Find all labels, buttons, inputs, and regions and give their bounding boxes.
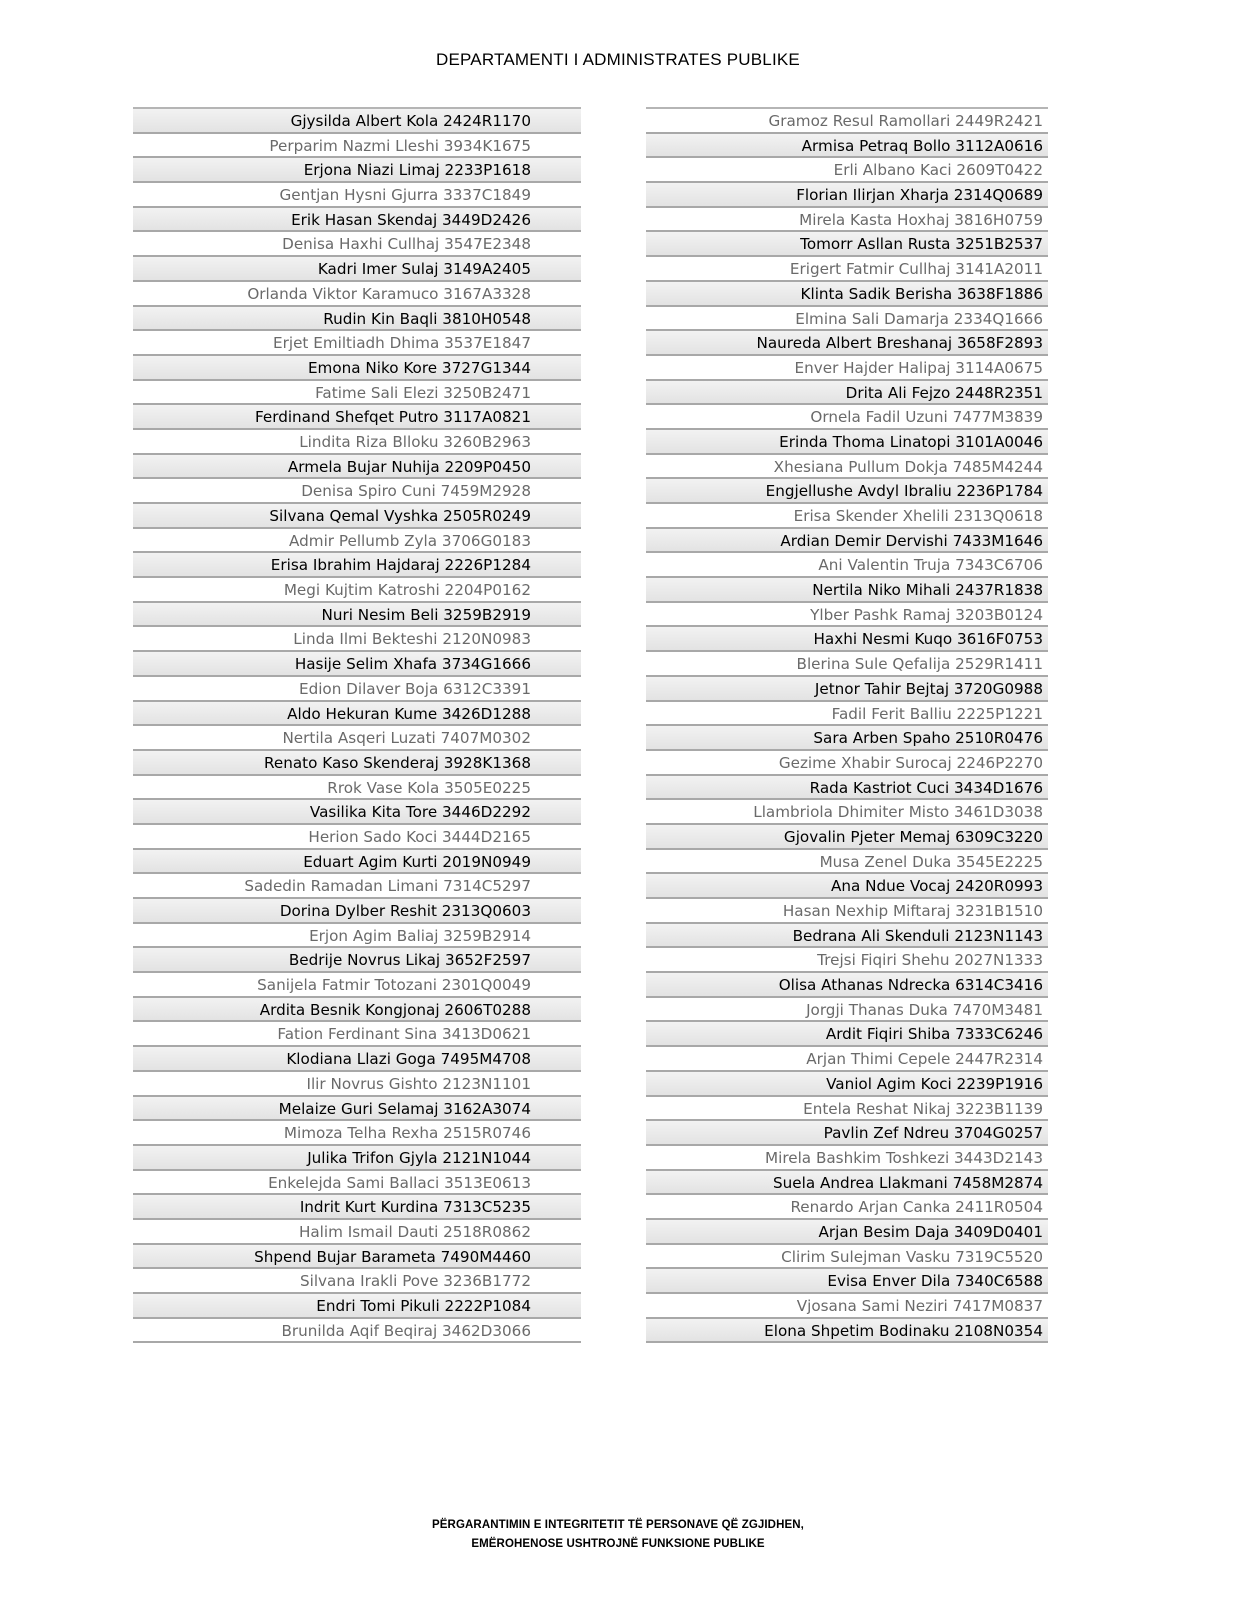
list-item: Halim Ismail Dauti 2518R0862 bbox=[133, 1220, 581, 1245]
list-item: Erigert Fatmir Cullhaj 3141A2011 bbox=[646, 257, 1048, 282]
list-item: Sadedin Ramadan Limani 7314C5297 bbox=[133, 874, 581, 899]
list-item: Edion Dilaver Boja 6312C3391 bbox=[133, 677, 581, 702]
list-item: Orlanda Viktor Karamuco 3167A3328 bbox=[133, 282, 581, 307]
list-item: Denisa Spiro Cuni 7459M2928 bbox=[133, 479, 581, 504]
list-item: Gramoz Resul Ramollari 2449R2421 bbox=[646, 109, 1048, 134]
page-footer bbox=[0, 1516, 1236, 1554]
list-item: Florian Ilirjan Xharja 2314Q0689 bbox=[646, 183, 1048, 208]
list-item: Rudin Kin Baqli 3810H0548 bbox=[133, 307, 581, 332]
list-item: Fadil Ferit Balliu 2225P1221 bbox=[646, 702, 1048, 727]
list-item: Musa Zenel Duka 3545E2225 bbox=[646, 850, 1048, 875]
list-item: Jorgji Thanas Duka 7470M3481 bbox=[646, 998, 1048, 1023]
list-item: Armela Bujar Nuhija 2209P0450 bbox=[133, 455, 581, 480]
list-item: Perparim Nazmi Lleshi 3934K1675 bbox=[133, 134, 581, 159]
list-item: Gentjan Hysni Gjurra 3337C1849 bbox=[133, 183, 581, 208]
list-item: Indrit Kurt Kurdina 7313C5235 bbox=[133, 1195, 581, 1220]
list-item: Linda Ilmi Bekteshi 2120N0983 bbox=[133, 627, 581, 652]
list-item: Erjona Niazi Limaj 2233P1618 bbox=[133, 158, 581, 183]
list-item: Erinda Thoma Linatopi 3101A0046 bbox=[646, 430, 1048, 455]
list-item: Fation Ferdinant Sina 3413D0621 bbox=[133, 1022, 581, 1047]
list-item: Ardian Demir Dervishi 7433M1646 bbox=[646, 529, 1048, 554]
list-item: Ani Valentin Truja 7343C6706 bbox=[646, 553, 1048, 578]
list-item: Arjan Besim Daja 3409D0401 bbox=[646, 1220, 1048, 1245]
list-item: Enkelejda Sami Ballaci 3513E0613 bbox=[133, 1171, 581, 1196]
list-item: Denisa Haxhi Cullhaj 3547E2348 bbox=[133, 232, 581, 257]
list-item: Erik Hasan Skendaj 3449D2426 bbox=[133, 208, 581, 233]
list-item: Xhesiana Pullum Dokja 7485M4244 bbox=[646, 455, 1048, 480]
list-item: Shpend Bujar Barameta 7490M4460 bbox=[133, 1245, 581, 1270]
list-item: Hasan Nexhip Miftaraj 3231B1510 bbox=[646, 899, 1048, 924]
list-item: Brunilda Aqif Beqiraj 3462D3066 bbox=[133, 1319, 581, 1344]
list-item: Bedrije Novrus Likaj 3652F2597 bbox=[133, 948, 581, 973]
list-item: Entela Reshat Nikaj 3223B1139 bbox=[646, 1097, 1048, 1122]
list-item: Vjosana Sami Neziri 7417M0837 bbox=[646, 1294, 1048, 1319]
list-item: Mirela Kasta Hoxhaj 3816H0759 bbox=[646, 208, 1048, 233]
list-item: Sanijela Fatmir Totozani 2301Q0049 bbox=[133, 973, 581, 998]
list-item: Nertila Niko Mihali 2437R1838 bbox=[646, 578, 1048, 603]
footer-line-2: EMËROHENOSE USHTROJNË FUNKSIONE PUBLIKE bbox=[471, 1538, 765, 1550]
list-item: Bedrana Ali Skenduli 2123N1143 bbox=[646, 924, 1048, 949]
list-item: Pavlin Zef Ndreu 3704G0257 bbox=[646, 1121, 1048, 1146]
list-item: Vaniol Agim Koci 2239P1916 bbox=[646, 1072, 1048, 1097]
list-item: Haxhi Nesmi Kuqo 3616F0753 bbox=[646, 627, 1048, 652]
list-item: Sara Arben Spaho 2510R0476 bbox=[646, 726, 1048, 751]
list-item: Fatime Sali Elezi 3250B2471 bbox=[133, 381, 581, 406]
list-item: Mirela Bashkim Toshkezi 3443D2143 bbox=[646, 1146, 1048, 1171]
list-item: Evisa Enver Dila 7340C6588 bbox=[646, 1269, 1048, 1294]
list-item: Renardo Arjan Canka 2411R0504 bbox=[646, 1195, 1048, 1220]
list-item: Klodiana Llazi Goga 7495M4708 bbox=[133, 1047, 581, 1072]
list-item: Llambriola Dhimiter Misto 3461D3038 bbox=[646, 800, 1048, 825]
footer-line-1: PËRGARANTIMIN E INTEGRITETIT TË PERSONAVE QË ZGJIDHEN, bbox=[432, 1519, 804, 1531]
list-item: Admir Pellumb Zyla 3706G0183 bbox=[133, 529, 581, 554]
list-item: Endri Tomi Pikuli 2222P1084 bbox=[133, 1294, 581, 1319]
list-item: Ardit Fiqiri Shiba 7333C6246 bbox=[646, 1022, 1048, 1047]
list-item: Julika Trifon Gjyla 2121N1044 bbox=[133, 1146, 581, 1171]
list-item: Ana Ndue Vocaj 2420R0993 bbox=[646, 874, 1048, 899]
list-item: Megi Kujtim Katroshi 2204P0162 bbox=[133, 578, 581, 603]
list-item: Silvana Qemal Vyshka 2505R0249 bbox=[133, 504, 581, 529]
list-item: Erisa Ibrahim Hajdaraj 2226P1284 bbox=[133, 553, 581, 578]
list-item: Ardita Besnik Kongjonaj 2606T0288 bbox=[133, 998, 581, 1023]
list-item: Ylber Pashk Ramaj 3203B0124 bbox=[646, 603, 1048, 628]
list-item: Erisa Skender Xhelili 2313Q0618 bbox=[646, 504, 1048, 529]
list-item: Nuri Nesim Beli 3259B2919 bbox=[133, 603, 581, 628]
list-item: Rrok Vase Kola 3505E0225 bbox=[133, 776, 581, 801]
list-item: Naureda Albert Breshanaj 3658F2893 bbox=[646, 331, 1048, 356]
list-item: Ilir Novrus Gishto 2123N1101 bbox=[133, 1072, 581, 1097]
list-item: Ferdinand Shefqet Putro 3117A0821 bbox=[133, 405, 581, 430]
list-item: Blerina Sule Qefalija 2529R1411 bbox=[646, 652, 1048, 677]
list-item: Enver Hajder Halipaj 3114A0675 bbox=[646, 356, 1048, 381]
list-item: Ornela Fadil Uzuni 7477M3839 bbox=[646, 405, 1048, 430]
page-title: DEPARTAMENTI I ADMINISTRATES PUBLIKE bbox=[436, 50, 800, 69]
list-item: Suela Andrea Llakmani 7458M2874 bbox=[646, 1171, 1048, 1196]
list-item: Erjet Emiltiadh Dhima 3537E1847 bbox=[133, 331, 581, 356]
list-item: Herion Sado Koci 3444D2165 bbox=[133, 825, 581, 850]
list-item: Mimoza Telha Rexha 2515R0746 bbox=[133, 1121, 581, 1146]
list-item: Erjon Agim Baliaj 3259B2914 bbox=[133, 924, 581, 949]
list-item: Aldo Hekuran Kume 3426D1288 bbox=[133, 702, 581, 727]
list-item: Armisa Petraq Bollo 3112A0616 bbox=[646, 134, 1048, 159]
list-item: Renato Kaso Skenderaj 3928K1368 bbox=[133, 751, 581, 776]
list-item: Drita Ali Fejzo 2448R2351 bbox=[646, 381, 1048, 406]
list-item: Engjellushe Avdyl Ibraliu 2236P1784 bbox=[646, 479, 1048, 504]
list-item: Clirim Sulejman Vasku 7319C5520 bbox=[646, 1245, 1048, 1270]
left-name-list bbox=[133, 107, 581, 1343]
list-item: Melaize Guri Selamaj 3162A3074 bbox=[133, 1097, 581, 1122]
list-item: Kadri Imer Sulaj 3149A2405 bbox=[133, 257, 581, 282]
list-item: Arjan Thimi Cepele 2447R2314 bbox=[646, 1047, 1048, 1072]
list-item: Vasilika Kita Tore 3446D2292 bbox=[133, 800, 581, 825]
list-item: Olisa Athanas Ndrecka 6314C3416 bbox=[646, 973, 1048, 998]
list-item: Nertila Asqeri Luzati 7407M0302 bbox=[133, 726, 581, 751]
list-item: Hasije Selim Xhafa 3734G1666 bbox=[133, 652, 581, 677]
list-item: Lindita Riza Blloku 3260B2963 bbox=[133, 430, 581, 455]
list-item: Silvana Irakli Pove 3236B1772 bbox=[133, 1269, 581, 1294]
list-item: Dorina Dylber Reshit 2313Q0603 bbox=[133, 899, 581, 924]
list-item: Rada Kastriot Cuci 3434D1676 bbox=[646, 776, 1048, 801]
list-item: Elona Shpetim Bodinaku 2108N0354 bbox=[646, 1319, 1048, 1344]
list-item: Gjysilda Albert Kola 2424R1170 bbox=[133, 109, 581, 134]
list-item: Erli Albano Kaci 2609T0422 bbox=[646, 158, 1048, 183]
list-item: Jetnor Tahir Bejtaj 3720G0988 bbox=[646, 677, 1048, 702]
list-item: Eduart Agim Kurti 2019N0949 bbox=[133, 850, 581, 875]
right-name-list bbox=[646, 107, 1048, 1343]
list-item: Gezime Xhabir Surocaj 2246P2270 bbox=[646, 751, 1048, 776]
list-item: Tomorr Asllan Rusta 3251B2537 bbox=[646, 232, 1048, 257]
list-item: Trejsi Fiqiri Shehu 2027N1333 bbox=[646, 948, 1048, 973]
list-item: Klinta Sadik Berisha 3638F1886 bbox=[646, 282, 1048, 307]
list-item: Emona Niko Kore 3727G1344 bbox=[133, 356, 581, 381]
list-item: Elmina Sali Damarja 2334Q1666 bbox=[646, 307, 1048, 332]
list-item: Gjovalin Pjeter Memaj 6309C3220 bbox=[646, 825, 1048, 850]
